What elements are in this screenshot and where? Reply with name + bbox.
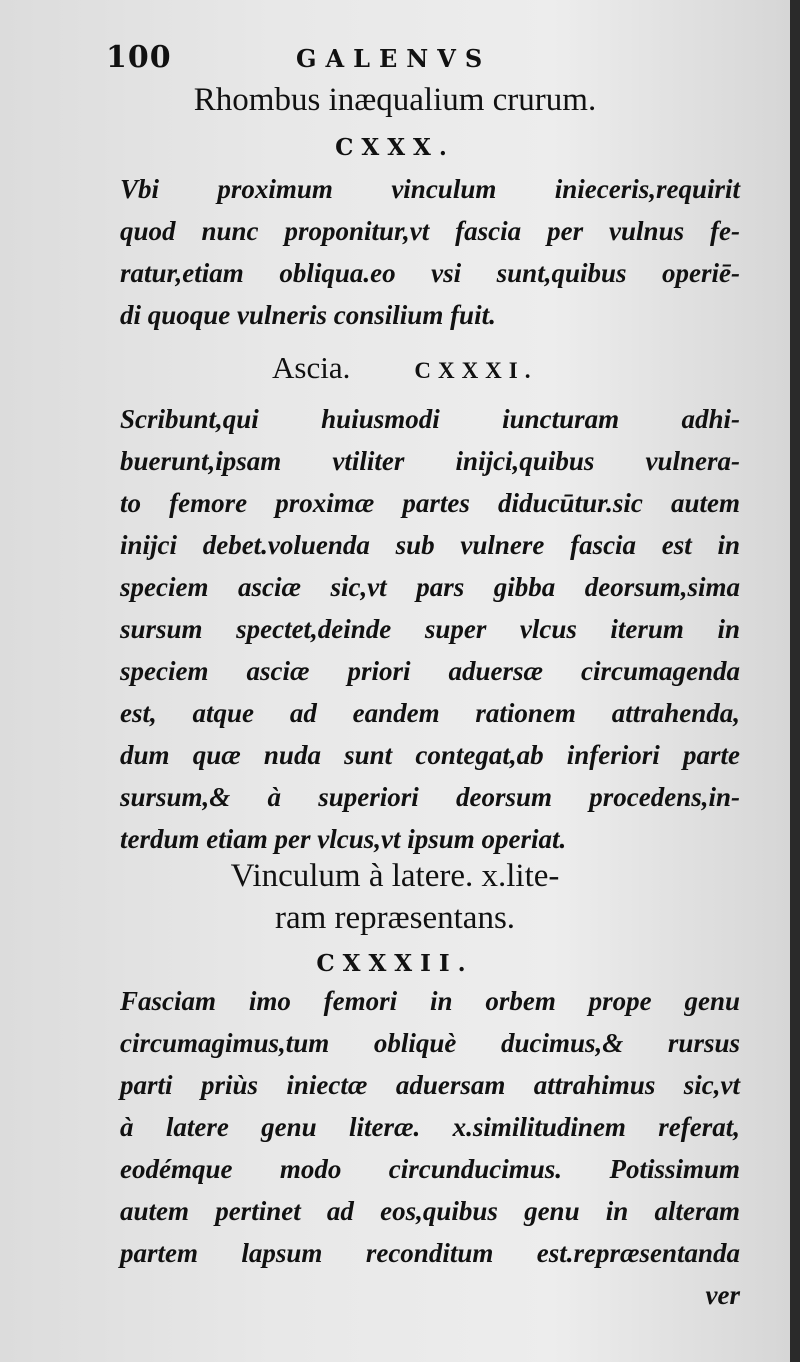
running-title: GALENVS — [296, 44, 492, 73]
catchword: ver — [705, 1280, 740, 1310]
text-line: speciem asciæ sic,vt pars gibba deorsum,sima — [120, 572, 740, 602]
text-line: parti priùs iniectæ aduersam attrahimus sic,vt — [120, 1070, 740, 1100]
text-line: circumagimus,tum obliquè ducimus,& rursus — [120, 1028, 740, 1058]
text-line: Scribunt,qui huiusmodi iuncturam adhi- — [120, 404, 740, 434]
text-line: sursum spectet,deinde super vlcus iterum in — [120, 614, 740, 644]
text-line: eodémque modo circunducimus. Potissimum — [120, 1154, 740, 1184]
section-text — [120, 980, 740, 1316]
section-heading — [272, 350, 537, 390]
running-head — [106, 40, 666, 84]
text-line: quod nunc proponitur,vt fascia per vulnus fe- — [120, 216, 740, 246]
text-line: est, atque ad eandem rationem attrahenda, — [120, 698, 740, 728]
page-number: 100 — [106, 40, 172, 75]
text-line: ratur,etiam obliqua.eo vsi sunt,quibus operiē- — [120, 258, 740, 288]
text-line: speciem asciæ priori aduersæ circumagenda — [120, 656, 740, 686]
text-line: partem lapsum reconditum est.repræsentanda — [120, 1238, 740, 1268]
text-line: Vbi proximum vinculum inieceris,requirit — [120, 174, 740, 204]
text-line: à latere genu literæ. x.similitudinem referat, — [120, 1112, 740, 1142]
section-numeral: CXXXII. — [316, 950, 474, 977]
text-line: di quoque vulneris consilium fuit. — [120, 300, 496, 330]
section-title-line: ram repræsentans. — [274, 900, 516, 936]
section-text — [120, 398, 740, 860]
section-title: Rhombus inæqualium crurum. — [193, 82, 597, 118]
text-line: buerunt,ipsam vtiliter inijci,quibus vulnera- — [120, 446, 740, 476]
text-line: terdum etiam per vlcus,vt ipsum operiat. — [120, 824, 567, 854]
section-title-line: Vinculum à latere. x.lite- — [230, 858, 560, 894]
section-text — [120, 168, 740, 336]
text-line: dum quæ nuda sunt contegat,ab inferiori parte — [120, 740, 740, 770]
text-line: to femore proximæ partes diducūtur.sic autem — [120, 488, 740, 518]
text-line: Fasciam imo femori in orbem prope genu — [120, 986, 740, 1016]
section-title: Ascia. — [272, 350, 351, 385]
text-line: autem pertinet ad eos,quibus genu in alteram — [120, 1196, 740, 1226]
page-edge — [790, 0, 800, 1362]
text-line: inijci debet.voluenda sub vulnere fascia est in — [120, 530, 740, 560]
section-numeral: CXXX. — [335, 134, 455, 161]
section-numeral: CXXXI. — [414, 358, 538, 383]
text-line: sursum,& à superiori deorsum procedens,in- — [120, 782, 740, 812]
